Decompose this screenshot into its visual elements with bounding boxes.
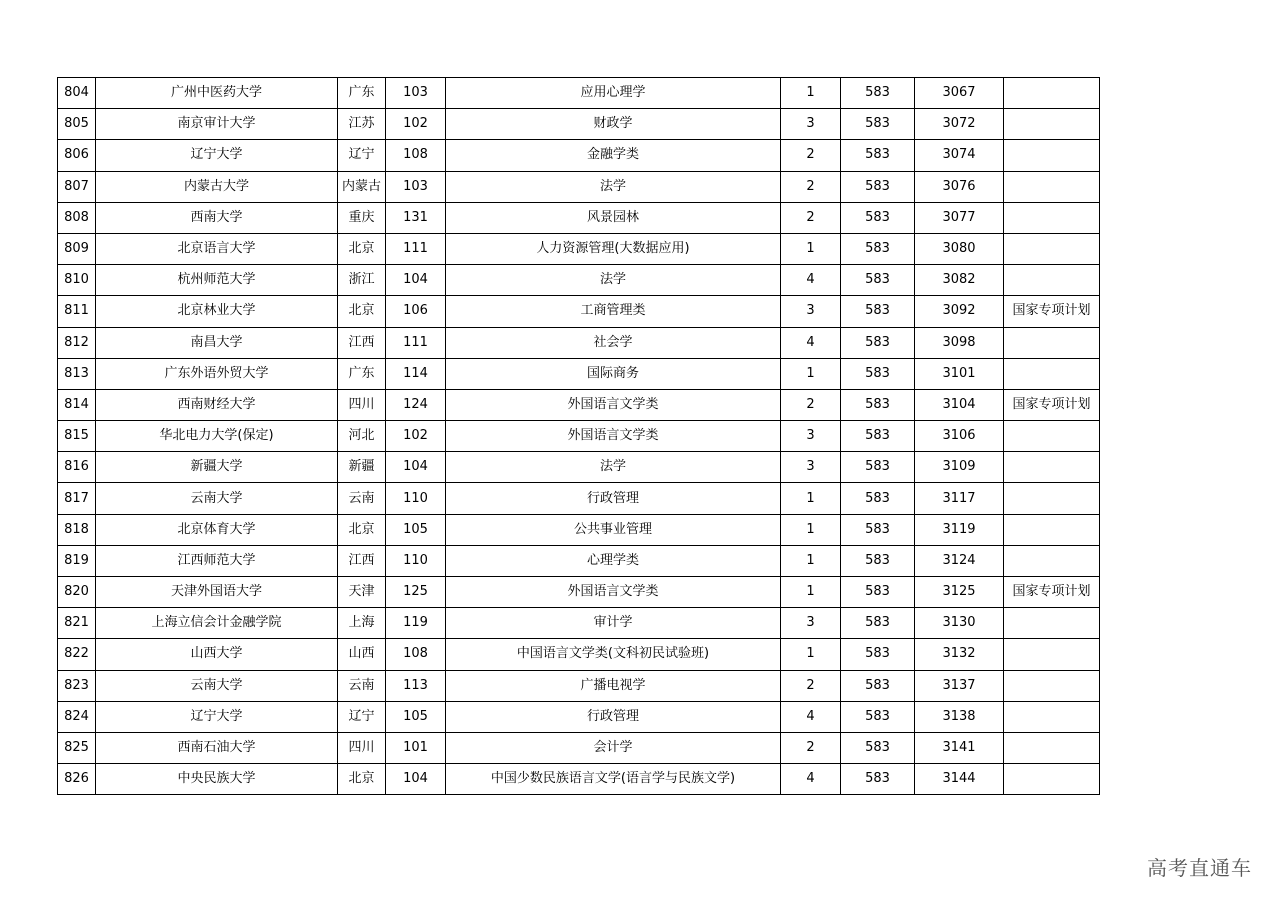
- cell-province: 云南: [338, 670, 386, 701]
- cell-code: 108: [386, 639, 446, 670]
- cell-province: 内蒙古: [338, 171, 386, 202]
- cell-code: 114: [386, 358, 446, 389]
- cell-plan: 1: [781, 639, 841, 670]
- cell-score: 583: [841, 109, 915, 140]
- cell-major: 人力资源管理(大数据应用): [446, 233, 781, 264]
- cell-major: 中国语言文学类(文科初民试验班): [446, 639, 781, 670]
- cell-score: 583: [841, 764, 915, 795]
- cell-code: 102: [386, 109, 446, 140]
- cell-plan: 3: [781, 452, 841, 483]
- cell-score: 583: [841, 732, 915, 763]
- cell-seq: 818: [58, 514, 96, 545]
- cell-seq: 808: [58, 202, 96, 233]
- cell-rank: 3130: [915, 608, 1004, 639]
- cell-score: 583: [841, 421, 915, 452]
- cell-plan: 1: [781, 483, 841, 514]
- cell-school: 内蒙古大学: [96, 171, 338, 202]
- table-row: [58, 421, 1100, 452]
- cell-plan: 1: [781, 233, 841, 264]
- cell-seq: 814: [58, 389, 96, 420]
- cell-province: 四川: [338, 389, 386, 420]
- cell-school: 南昌大学: [96, 327, 338, 358]
- cell-code: 101: [386, 732, 446, 763]
- cell-school: 北京体育大学: [96, 514, 338, 545]
- cell-rank: 3117: [915, 483, 1004, 514]
- cell-school: 北京语言大学: [96, 233, 338, 264]
- cell-plan: 4: [781, 764, 841, 795]
- cell-seq: 815: [58, 421, 96, 452]
- cell-score: 583: [841, 265, 915, 296]
- cell-rank: 3080: [915, 233, 1004, 264]
- cell-major: 审计学: [446, 608, 781, 639]
- cell-plan: 2: [781, 732, 841, 763]
- cell-note: [1004, 140, 1100, 171]
- cell-note: [1004, 545, 1100, 576]
- cell-note: [1004, 452, 1100, 483]
- cell-major: 工商管理类: [446, 296, 781, 327]
- cell-province: 江西: [338, 545, 386, 576]
- cell-school: 华北电力大学(保定): [96, 421, 338, 452]
- table-row: [58, 233, 1100, 264]
- cell-province: 江苏: [338, 109, 386, 140]
- cell-score: 583: [841, 389, 915, 420]
- cell-major: 外国语言文学类: [446, 421, 781, 452]
- table-row: [58, 265, 1100, 296]
- cell-seq: 822: [58, 639, 96, 670]
- cell-major: 法学: [446, 171, 781, 202]
- cell-school: 中央民族大学: [96, 764, 338, 795]
- cell-school: 江西师范大学: [96, 545, 338, 576]
- cell-school: 西南石油大学: [96, 732, 338, 763]
- table-row: [58, 140, 1100, 171]
- cell-major: 财政学: [446, 109, 781, 140]
- cell-note: [1004, 358, 1100, 389]
- cell-major: 中国少数民族语言文学(语言学与民族文学): [446, 764, 781, 795]
- watermark-text: 高考直通车: [1147, 856, 1252, 880]
- cell-seq: 825: [58, 732, 96, 763]
- cell-major: 行政管理: [446, 483, 781, 514]
- cell-note: [1004, 327, 1100, 358]
- cell-note: [1004, 78, 1100, 109]
- table-row: [58, 78, 1100, 109]
- cell-plan: 1: [781, 545, 841, 576]
- cell-major: 广播电视学: [446, 670, 781, 701]
- cell-major: 法学: [446, 265, 781, 296]
- table-row: [58, 327, 1100, 358]
- cell-major: 国际商务: [446, 358, 781, 389]
- cell-score: 583: [841, 171, 915, 202]
- cell-plan: 1: [781, 577, 841, 608]
- table-row: [58, 171, 1100, 202]
- cell-rank: 3074: [915, 140, 1004, 171]
- cell-major: 应用心理学: [446, 78, 781, 109]
- cell-rank: 3092: [915, 296, 1004, 327]
- cell-score: 583: [841, 514, 915, 545]
- cell-code: 110: [386, 545, 446, 576]
- cell-score: 583: [841, 202, 915, 233]
- cell-note: [1004, 732, 1100, 763]
- cell-province: 天津: [338, 577, 386, 608]
- cell-province: 北京: [338, 296, 386, 327]
- cell-score: 583: [841, 327, 915, 358]
- cell-seq: 806: [58, 140, 96, 171]
- cell-school: 北京林业大学: [96, 296, 338, 327]
- cell-plan: 3: [781, 608, 841, 639]
- cell-plan: 2: [781, 670, 841, 701]
- cell-note: [1004, 109, 1100, 140]
- cell-rank: 3138: [915, 701, 1004, 732]
- cell-plan: 3: [781, 109, 841, 140]
- cell-note: [1004, 701, 1100, 732]
- cell-code: 104: [386, 764, 446, 795]
- cell-score: 583: [841, 452, 915, 483]
- cell-major: 公共事业管理: [446, 514, 781, 545]
- cell-province: 上海: [338, 608, 386, 639]
- cell-seq: 817: [58, 483, 96, 514]
- cell-score: 583: [841, 78, 915, 109]
- cell-school: 辽宁大学: [96, 140, 338, 171]
- cell-school: 广州中医药大学: [96, 78, 338, 109]
- cell-score: 583: [841, 608, 915, 639]
- cell-province: 广东: [338, 358, 386, 389]
- table-body: [58, 78, 1100, 795]
- cell-rank: 3125: [915, 577, 1004, 608]
- cell-seq: 820: [58, 577, 96, 608]
- cell-code: 110: [386, 483, 446, 514]
- cell-province: 浙江: [338, 265, 386, 296]
- cell-code: 105: [386, 514, 446, 545]
- cell-code: 103: [386, 78, 446, 109]
- cell-score: 583: [841, 701, 915, 732]
- cell-school: 杭州师范大学: [96, 265, 338, 296]
- cell-plan: 2: [781, 171, 841, 202]
- cell-major: 风景园林: [446, 202, 781, 233]
- table-row: [58, 109, 1100, 140]
- cell-note: [1004, 764, 1100, 795]
- cell-note: [1004, 639, 1100, 670]
- cell-rank: 3076: [915, 171, 1004, 202]
- cell-seq: 819: [58, 545, 96, 576]
- table-row: [58, 608, 1100, 639]
- cell-code: 105: [386, 701, 446, 732]
- cell-seq: 807: [58, 171, 96, 202]
- cell-school: 山西大学: [96, 639, 338, 670]
- cell-province: 广东: [338, 78, 386, 109]
- cell-rank: 3077: [915, 202, 1004, 233]
- cell-plan: 3: [781, 296, 841, 327]
- table-row: [58, 701, 1100, 732]
- cell-plan: 4: [781, 701, 841, 732]
- cell-code: 125: [386, 577, 446, 608]
- cell-note: 国家专项计划: [1004, 296, 1100, 327]
- cell-seq: 824: [58, 701, 96, 732]
- cell-province: 辽宁: [338, 140, 386, 171]
- cell-school: 南京审计大学: [96, 109, 338, 140]
- cell-code: 111: [386, 327, 446, 358]
- cell-score: 583: [841, 296, 915, 327]
- cell-note: [1004, 233, 1100, 264]
- cell-seq: 821: [58, 608, 96, 639]
- table-row: [58, 545, 1100, 576]
- cell-school: 新疆大学: [96, 452, 338, 483]
- cell-school: 云南大学: [96, 670, 338, 701]
- cell-province: 四川: [338, 732, 386, 763]
- cell-school: 云南大学: [96, 483, 338, 514]
- cell-province: 河北: [338, 421, 386, 452]
- cell-major: 会计学: [446, 732, 781, 763]
- cell-plan: 2: [781, 140, 841, 171]
- cell-rank: 3082: [915, 265, 1004, 296]
- cell-province: 北京: [338, 233, 386, 264]
- cell-school: 西南财经大学: [96, 389, 338, 420]
- cell-seq: 804: [58, 78, 96, 109]
- cell-note: [1004, 514, 1100, 545]
- cell-province: 辽宁: [338, 701, 386, 732]
- cell-province: 北京: [338, 764, 386, 795]
- cell-note: [1004, 608, 1100, 639]
- cell-note: [1004, 202, 1100, 233]
- cell-score: 583: [841, 140, 915, 171]
- table-row: [58, 514, 1100, 545]
- cell-code: 119: [386, 608, 446, 639]
- cell-rank: 3119: [915, 514, 1004, 545]
- cell-major: 心理学类: [446, 545, 781, 576]
- cell-rank: 3072: [915, 109, 1004, 140]
- cell-note: [1004, 670, 1100, 701]
- table-row: [58, 639, 1100, 670]
- cell-seq: 826: [58, 764, 96, 795]
- cell-code: 103: [386, 171, 446, 202]
- cell-seq: 823: [58, 670, 96, 701]
- cell-school: 广东外语外贸大学: [96, 358, 338, 389]
- cell-school: 辽宁大学: [96, 701, 338, 732]
- cell-code: 102: [386, 421, 446, 452]
- cell-major: 法学: [446, 452, 781, 483]
- cell-score: 583: [841, 358, 915, 389]
- cell-province: 江西: [338, 327, 386, 358]
- cell-rank: 3132: [915, 639, 1004, 670]
- cell-seq: 812: [58, 327, 96, 358]
- cell-rank: 3098: [915, 327, 1004, 358]
- cell-score: 583: [841, 577, 915, 608]
- cell-score: 583: [841, 545, 915, 576]
- cell-seq: 809: [58, 233, 96, 264]
- cell-plan: 4: [781, 265, 841, 296]
- cell-province: 新疆: [338, 452, 386, 483]
- cell-plan: 2: [781, 202, 841, 233]
- cell-note: [1004, 265, 1100, 296]
- cell-note: [1004, 421, 1100, 452]
- cell-code: 104: [386, 452, 446, 483]
- cell-province: 山西: [338, 639, 386, 670]
- cell-score: 583: [841, 670, 915, 701]
- cell-code: 106: [386, 296, 446, 327]
- cell-province: 云南: [338, 483, 386, 514]
- cell-major: 社会学: [446, 327, 781, 358]
- table-row: [58, 577, 1100, 608]
- cell-rank: 3067: [915, 78, 1004, 109]
- cell-rank: 3104: [915, 389, 1004, 420]
- cell-note: [1004, 483, 1100, 514]
- admission-table: [57, 77, 1100, 795]
- cell-school: 天津外国语大学: [96, 577, 338, 608]
- cell-note: [1004, 171, 1100, 202]
- table-row: [58, 452, 1100, 483]
- cell-code: 104: [386, 265, 446, 296]
- cell-rank: 3144: [915, 764, 1004, 795]
- cell-school: 西南大学: [96, 202, 338, 233]
- table-row: [58, 732, 1100, 763]
- cell-plan: 3: [781, 421, 841, 452]
- cell-code: 131: [386, 202, 446, 233]
- cell-seq: 805: [58, 109, 96, 140]
- cell-province: 北京: [338, 514, 386, 545]
- cell-rank: 3109: [915, 452, 1004, 483]
- cell-seq: 816: [58, 452, 96, 483]
- cell-plan: 1: [781, 514, 841, 545]
- cell-code: 113: [386, 670, 446, 701]
- table-row: [58, 296, 1100, 327]
- cell-plan: 1: [781, 78, 841, 109]
- cell-plan: 2: [781, 389, 841, 420]
- cell-major: 行政管理: [446, 701, 781, 732]
- cell-major: 外国语言文学类: [446, 389, 781, 420]
- cell-major: 外国语言文学类: [446, 577, 781, 608]
- cell-note: 国家专项计划: [1004, 389, 1100, 420]
- cell-plan: 4: [781, 327, 841, 358]
- cell-code: 108: [386, 140, 446, 171]
- cell-code: 124: [386, 389, 446, 420]
- table-row: [58, 202, 1100, 233]
- table-row: [58, 483, 1100, 514]
- cell-rank: 3141: [915, 732, 1004, 763]
- table-row: [58, 670, 1100, 701]
- cell-rank: 3124: [915, 545, 1004, 576]
- table-row: [58, 389, 1100, 420]
- cell-rank: 3106: [915, 421, 1004, 452]
- cell-major: 金融学类: [446, 140, 781, 171]
- cell-seq: 810: [58, 265, 96, 296]
- cell-rank: 3137: [915, 670, 1004, 701]
- cell-seq: 813: [58, 358, 96, 389]
- cell-score: 583: [841, 483, 915, 514]
- table-row: [58, 358, 1100, 389]
- table-row: [58, 764, 1100, 795]
- cell-school: 上海立信会计金融学院: [96, 608, 338, 639]
- cell-rank: 3101: [915, 358, 1004, 389]
- cell-code: 111: [386, 233, 446, 264]
- cell-province: 重庆: [338, 202, 386, 233]
- cell-seq: 811: [58, 296, 96, 327]
- cell-note: 国家专项计划: [1004, 577, 1100, 608]
- cell-score: 583: [841, 639, 915, 670]
- cell-score: 583: [841, 233, 915, 264]
- cell-plan: 1: [781, 358, 841, 389]
